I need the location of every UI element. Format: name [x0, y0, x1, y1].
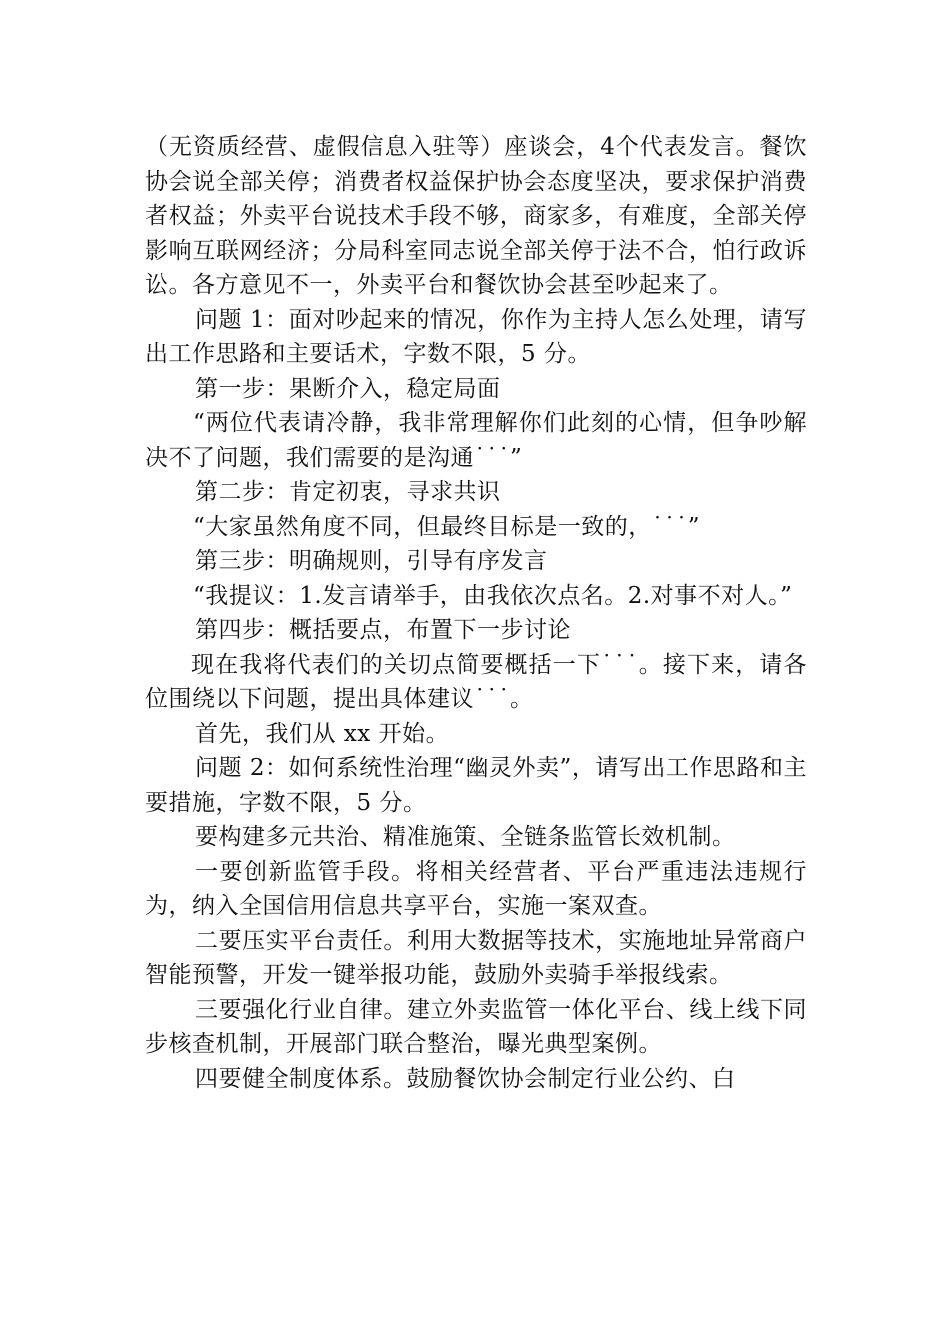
first-speaker-line: 首先，我们从 xx 开始。 [195, 720, 450, 747]
step-1-heading: 第一步：果断介入，稳定局面 [195, 375, 501, 402]
measure-2: 二要压实平台责任。利用大数据等技术，实施地址异常商户智能预警，开发一键举报功能，鼓励外卖骑手举报线索。 [145, 927, 807, 988]
measure-4: 四要健全制度体系。鼓励餐饮协会制定行业公约、白 [195, 1065, 736, 1092]
step-2-quote: “大家虽然角度不同，但最终目标是一致的，˙˙˙” [193, 513, 701, 540]
measure-1: 一要创新监管手段。将相关经营者、平台严重违法违规行为，纳入全国信用信息共享平台，实施一案双查。 [145, 858, 807, 919]
step-1-quote: “两位代表请冷静，我非常理解你们此刻的心情，但争吵解决不了问题，我们需要的是沟通˙˙˙” [145, 410, 807, 471]
paragraph-context: （无资质经营、虚假信息入驻等）座谈会，4个代表发言。餐饮协会说全部关停；消费者权益保护协会态度坚决，要求保护消费者权益；外卖平台说技术手段不够，商家多，有难度，全部关停影响互联网经济；分局科室同志说全部关停于法不合，怕行政诉讼。各方意见不一，外卖平台和餐饮协会甚至吵起来了。 [145, 134, 807, 298]
measure-3: 三要强化行业自律。建立外卖监管一体化平台、线上线下同步核查机制，开展部门联合整治，曝光典型案例。 [145, 996, 807, 1057]
step-3-heading: 第三步：明确规则，引导有序发言 [195, 548, 548, 574]
question-1: 问题 1：面对吵起来的情况，你作为主持人怎么处理，请写出工作思路和主要话术，字数不限，5 分。 [145, 306, 807, 367]
step-3-quote: “我提议：1.发言请举手，由我依次点名。2.对事不对人。” [193, 582, 793, 609]
step-4-heading: 第四步：概括要点，布置下一步讨论 [195, 617, 571, 643]
step-2-heading: 第二步：肯定初衷，寻求共识 [195, 479, 501, 505]
question-2: 问题 2：如何系统性治理“幽灵外卖”，请写出工作思路和主要措施，字数不限，5 分。 [145, 755, 807, 816]
step-4-summary: 现在我将代表们的关切点简要概括一下˙˙˙。接下来，请各位围绕以下问题，提出具体建议˙˙˙。 [145, 651, 807, 712]
document-body [145, 130, 807, 1096]
answer-intro: 要构建多元共治、精准施策、全链条监管长效机制。 [195, 824, 736, 850]
